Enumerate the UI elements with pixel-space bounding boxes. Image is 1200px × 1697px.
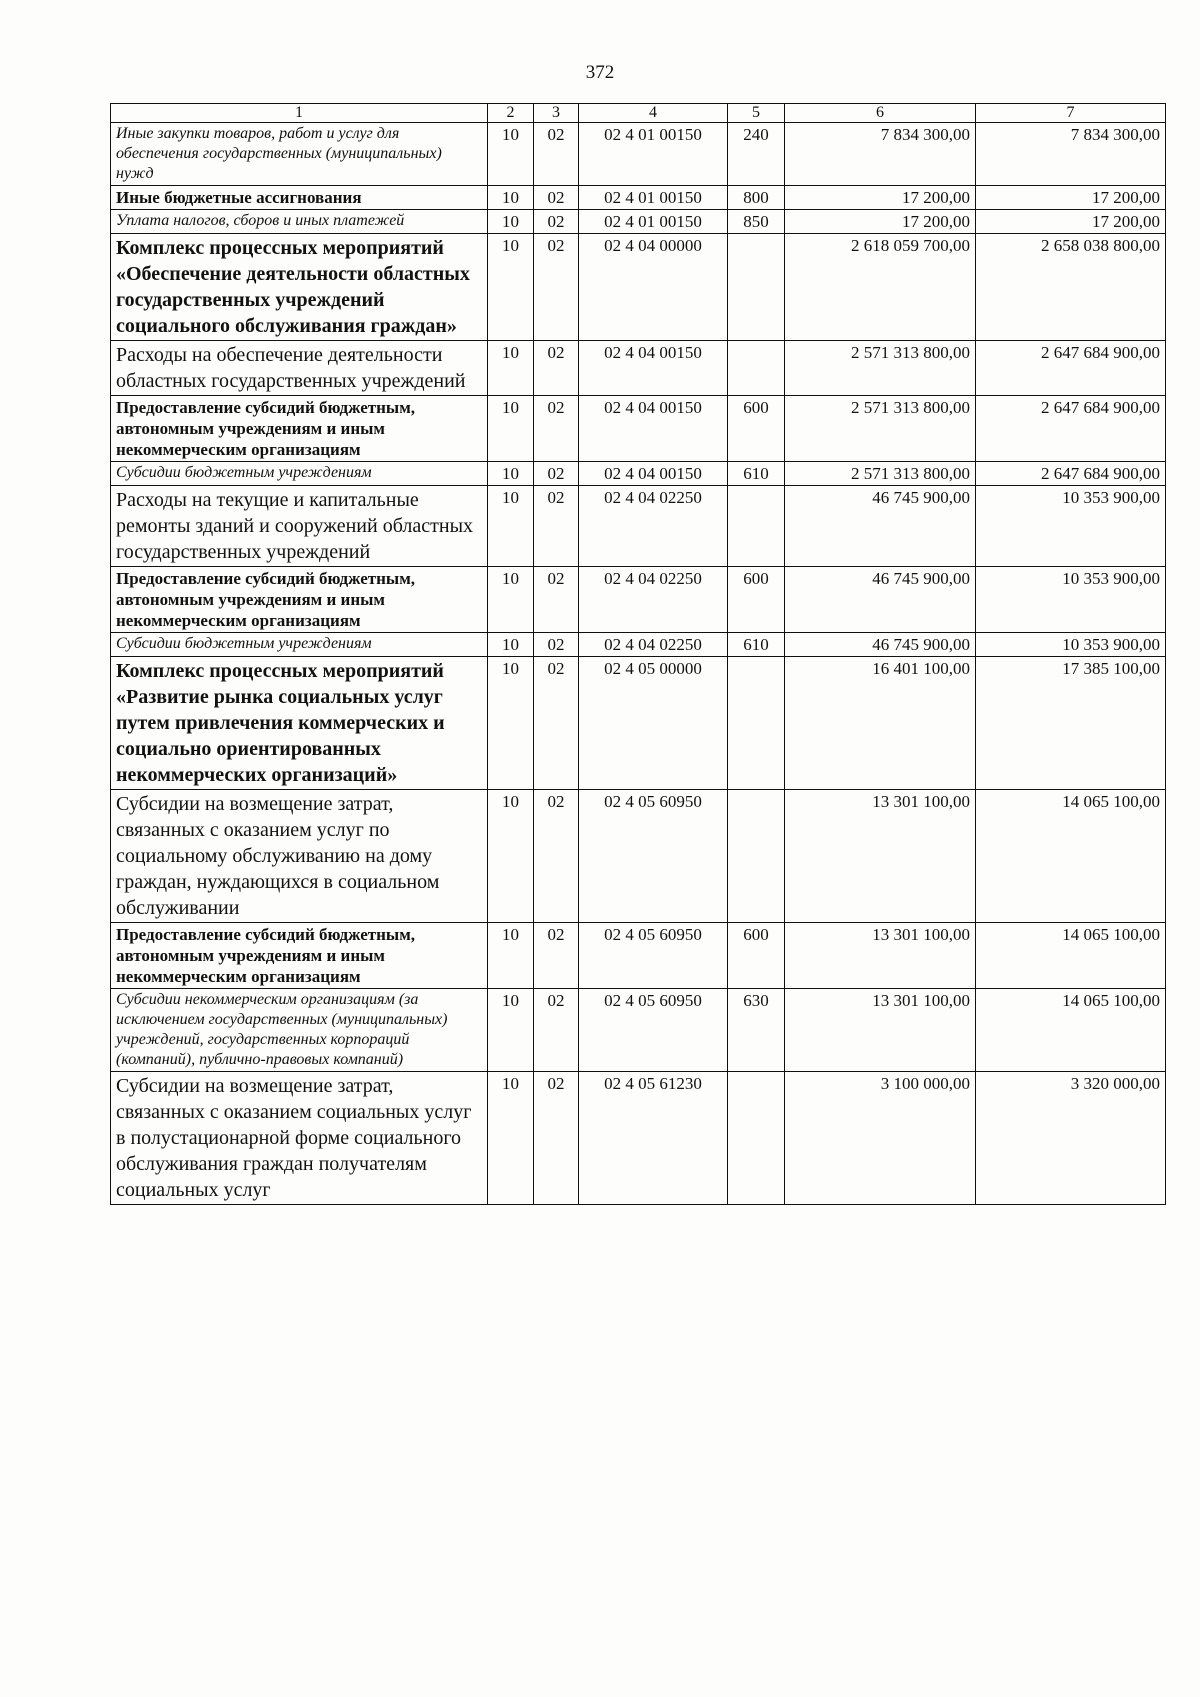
amount-year1-cell: 2 571 313 800,00	[785, 396, 976, 462]
table-row	[111, 1072, 1166, 1205]
target-article-cell: 02 4 01 00150	[579, 123, 728, 186]
table-row	[111, 186, 1166, 210]
target-article-cell: 02 4 04 00150	[579, 396, 728, 462]
target-article-cell: 02 4 04 00150	[579, 462, 728, 486]
target-article-cell: 02 4 05 00000	[579, 657, 728, 790]
expense-type-cell: 610	[728, 462, 785, 486]
row-name-cell: Субсидии на возмещение затрат, связанных с оказанием услуг по социальному обслуживанию на дому граждан, нуждающихся в социальном обслуживании	[111, 790, 488, 923]
subsection-code-cell: 02	[534, 790, 579, 923]
budget-table	[110, 103, 1166, 1205]
section-code-cell: 10	[488, 186, 534, 210]
expense-type-cell: 600	[728, 923, 785, 989]
amount-year2-cell: 17 385 100,00	[976, 657, 1166, 790]
expense-type-cell: 630	[728, 989, 785, 1072]
amount-year1-cell: 13 301 100,00	[785, 923, 976, 989]
expense-type-cell: 600	[728, 396, 785, 462]
expense-type-cell: 800	[728, 186, 785, 210]
row-name-cell: Расходы на обеспечение деятельности областных государственных учреждений	[111, 341, 488, 396]
amount-year1-cell: 3 100 000,00	[785, 1072, 976, 1205]
row-name-cell: Расходы на текущие и капитальные ремонты зданий и сооружений областных государственных учреждений	[111, 486, 488, 567]
amount-year2-cell: 2 647 684 900,00	[976, 462, 1166, 486]
expense-type-cell	[728, 234, 785, 341]
section-code-cell: 10	[488, 341, 534, 396]
expense-type-cell	[728, 341, 785, 396]
row-name-cell: Субсидии бюджетным учреждениям	[111, 462, 488, 486]
amount-year2-cell: 14 065 100,00	[976, 790, 1166, 923]
section-code-cell: 10	[488, 486, 534, 567]
table-row	[111, 567, 1166, 633]
subsection-code-cell: 02	[534, 567, 579, 633]
amount-year1-cell: 17 200,00	[785, 210, 976, 234]
column-header: 6	[785, 104, 976, 123]
amount-year2-cell: 2 647 684 900,00	[976, 396, 1166, 462]
table-row	[111, 989, 1166, 1072]
subsection-code-cell: 02	[534, 234, 579, 341]
column-header: 3	[534, 104, 579, 123]
expense-type-cell: 240	[728, 123, 785, 186]
subsection-code-cell: 02	[534, 633, 579, 657]
amount-year2-cell: 17 200,00	[976, 210, 1166, 234]
amount-year1-cell: 16 401 100,00	[785, 657, 976, 790]
target-article-cell: 02 4 04 00000	[579, 234, 728, 341]
row-name-cell: Комплекс процессных мероприятий «Развитие рынка социальных услуг путем привлечения коммерческих и социально ориентированных некоммерческих организаций»	[111, 657, 488, 790]
amount-year1-cell: 46 745 900,00	[785, 567, 976, 633]
row-name-cell: Предоставление субсидий бюджетным, автономным учреждениям и иным некоммерческим организациям	[111, 923, 488, 989]
target-article-cell: 02 4 04 02250	[579, 486, 728, 567]
row-name-cell: Комплекс процессных мероприятий «Обеспечение деятельности областных государственных учреждений социального обслуживания граждан»	[111, 234, 488, 341]
section-code-cell: 10	[488, 210, 534, 234]
amount-year2-cell: 10 353 900,00	[976, 567, 1166, 633]
section-code-cell: 10	[488, 989, 534, 1072]
amount-year1-cell: 46 745 900,00	[785, 633, 976, 657]
section-code-cell: 10	[488, 923, 534, 989]
target-article-cell: 02 4 04 02250	[579, 633, 728, 657]
amount-year2-cell: 2 647 684 900,00	[976, 341, 1166, 396]
amount-year2-cell: 3 320 000,00	[976, 1072, 1166, 1205]
table-row	[111, 790, 1166, 923]
expense-type-cell	[728, 1072, 785, 1205]
subsection-code-cell: 02	[534, 341, 579, 396]
row-name-cell: Уплата налогов, сборов и иных платежей	[111, 210, 488, 234]
amount-year1-cell: 13 301 100,00	[785, 790, 976, 923]
amount-year2-cell: 14 065 100,00	[976, 923, 1166, 989]
table-header-row	[111, 104, 1166, 123]
section-code-cell: 10	[488, 234, 534, 341]
column-header: 4	[579, 104, 728, 123]
amount-year1-cell: 2 571 313 800,00	[785, 341, 976, 396]
subsection-code-cell: 02	[534, 186, 579, 210]
page-number: 372	[585, 62, 615, 83]
section-code-cell: 10	[488, 657, 534, 790]
expense-type-cell	[728, 790, 785, 923]
row-name-cell: Иные бюджетные ассигнования	[111, 186, 488, 210]
table-row	[111, 396, 1166, 462]
subsection-code-cell: 02	[534, 210, 579, 234]
row-name-cell: Предоставление субсидий бюджетным, автономным учреждениям и иным некоммерческим организациям	[111, 567, 488, 633]
table-row	[111, 462, 1166, 486]
target-article-cell: 02 4 01 00150	[579, 186, 728, 210]
amount-year2-cell: 17 200,00	[976, 186, 1166, 210]
row-name-cell: Иные закупки товаров, работ и услуг для обеспечения государственных (муниципальных) нужд	[111, 123, 488, 186]
column-header: 1	[111, 104, 488, 123]
row-name-cell: Субсидии на возмещение затрат, связанных с оказанием социальных услуг в полустационарной форме социального обслуживания граждан получателям социальных услуг	[111, 1072, 488, 1205]
target-article-cell: 02 4 01 00150	[579, 210, 728, 234]
subsection-code-cell: 02	[534, 486, 579, 567]
amount-year2-cell: 14 065 100,00	[976, 989, 1166, 1072]
column-header: 7	[976, 104, 1166, 123]
subsection-code-cell: 02	[534, 462, 579, 486]
amount-year2-cell: 10 353 900,00	[976, 633, 1166, 657]
amount-year1-cell: 7 834 300,00	[785, 123, 976, 186]
column-header: 2	[488, 104, 534, 123]
amount-year2-cell: 2 658 038 800,00	[976, 234, 1166, 341]
expense-type-cell	[728, 486, 785, 567]
row-name-cell: Предоставление субсидий бюджетным, автономным учреждениям и иным некоммерческим организациям	[111, 396, 488, 462]
subsection-code-cell: 02	[534, 657, 579, 790]
expense-type-cell	[728, 657, 785, 790]
target-article-cell: 02 4 05 60950	[579, 790, 728, 923]
table-row	[111, 341, 1166, 396]
section-code-cell: 10	[488, 790, 534, 923]
target-article-cell: 02 4 04 02250	[579, 567, 728, 633]
expense-type-cell: 850	[728, 210, 785, 234]
amount-year1-cell: 13 301 100,00	[785, 989, 976, 1072]
table-row	[111, 123, 1166, 186]
section-code-cell: 10	[488, 123, 534, 186]
amount-year2-cell: 7 834 300,00	[976, 123, 1166, 186]
section-code-cell: 10	[488, 396, 534, 462]
row-name-cell: Субсидии некоммерческим организациям (за исключением государственных (муниципальных) учреждений, государственных корпораций (компаний), публично-правовых компаний)	[111, 989, 488, 1072]
amount-year2-cell: 10 353 900,00	[976, 486, 1166, 567]
amount-year1-cell: 2 571 313 800,00	[785, 462, 976, 486]
section-code-cell: 10	[488, 1072, 534, 1205]
amount-year1-cell: 17 200,00	[785, 186, 976, 210]
subsection-code-cell: 02	[534, 989, 579, 1072]
subsection-code-cell: 02	[534, 923, 579, 989]
target-article-cell: 02 4 04 00150	[579, 341, 728, 396]
subsection-code-cell: 02	[534, 1072, 579, 1205]
section-code-cell: 10	[488, 567, 534, 633]
table-row	[111, 657, 1166, 790]
table-row	[111, 210, 1166, 234]
expense-type-cell: 610	[728, 633, 785, 657]
row-name-cell: Субсидии бюджетным учреждениям	[111, 633, 488, 657]
table-row	[111, 923, 1166, 989]
target-article-cell: 02 4 05 60950	[579, 923, 728, 989]
table-row	[111, 486, 1166, 567]
target-article-cell: 02 4 05 60950	[579, 989, 728, 1072]
table-row	[111, 234, 1166, 341]
subsection-code-cell: 02	[534, 396, 579, 462]
section-code-cell: 10	[488, 462, 534, 486]
table-row	[111, 633, 1166, 657]
subsection-code-cell: 02	[534, 123, 579, 186]
target-article-cell: 02 4 05 61230	[579, 1072, 728, 1205]
expense-type-cell: 600	[728, 567, 785, 633]
section-code-cell: 10	[488, 633, 534, 657]
column-header: 5	[728, 104, 785, 123]
amount-year1-cell: 2 618 059 700,00	[785, 234, 976, 341]
amount-year1-cell: 46 745 900,00	[785, 486, 976, 567]
